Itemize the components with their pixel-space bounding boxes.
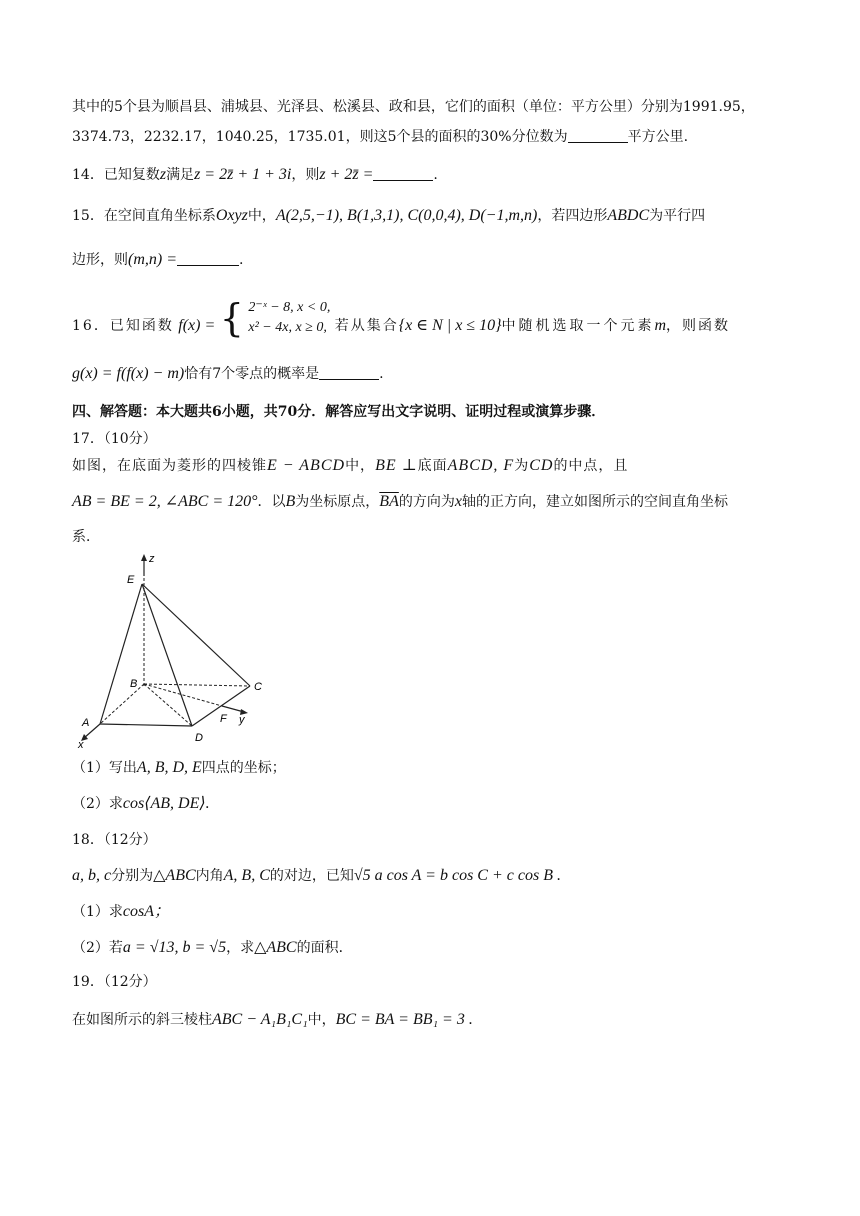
q16-text3: ，则函数 — [666, 318, 731, 334]
q17-p2-text: （2）求 — [72, 796, 123, 812]
q14-equation: z = 2z̄ + 1 + 3i — [194, 166, 292, 183]
question-17-line3 — [72, 527, 792, 547]
q18-p2-text2: ，求 — [226, 940, 255, 956]
question-14: 14．已知复数z满足z = 2z̄ + 1 + 3i，则z + 2z̄ = . — [72, 166, 438, 183]
q17-part2 — [72, 794, 792, 814]
q19-label: 19．（12分） — [72, 974, 157, 990]
case-2: x² − 4x, x ≥ 0, — [248, 320, 327, 335]
q18-p2-text3: 的面积． — [296, 940, 353, 956]
q18-p1-text: （1）求 — [72, 904, 123, 920]
q16-set: {x ∈ N | x ≤ 10} — [398, 317, 502, 334]
q17-text3: 底面 — [417, 458, 448, 474]
q19-text: 在如图所示的斜三棱柱 — [72, 1012, 212, 1028]
q15-text: 中， — [247, 208, 276, 224]
label-e: E — [127, 574, 135, 586]
q18-part1 — [72, 902, 792, 922]
q14-text2: ，则 — [291, 167, 320, 183]
question-16 — [72, 296, 792, 346]
section-title: 四、解答题：本大题共6小题，共70分．解答应写出文字说明、证明过程或演算步骤． — [72, 404, 606, 420]
edge-ea — [100, 584, 142, 724]
question-15-cont: 边形，则(m,n) = . — [72, 251, 244, 268]
q17-abcdf: ABCD, F — [447, 457, 515, 474]
question-17-line1 — [72, 456, 792, 476]
q16-text4: 恰有7个零点的概率是 — [184, 366, 320, 382]
label-b: B — [130, 678, 138, 690]
pyramid-figure — [72, 548, 282, 748]
case-1: 2⁻ˣ − 8, x < 0, — [248, 300, 331, 315]
q18-angles: A, B, C — [223, 867, 270, 884]
q17-text2: 中， — [345, 458, 376, 474]
q13-text-line2 — [72, 127, 792, 147]
q17-points: A, B, D, E — [136, 759, 202, 776]
q18-p2-text: （2）若 — [72, 940, 123, 956]
q17-ba-vector: $\overline{BA}$ — [379, 493, 399, 510]
q18-text2: 内角 — [195, 868, 224, 884]
q15-abdc: ABDC — [607, 207, 650, 224]
q15-text2: ，若四边形 — [537, 208, 608, 224]
q18-text3: 的对边，已知 — [269, 868, 354, 884]
question-17-line2 — [72, 492, 792, 512]
q17-label: 17．（10分） — [72, 431, 157, 447]
question-18-head — [72, 830, 792, 850]
answer-blank[interactable] — [319, 365, 379, 380]
q17-text9: 轴的正方向，建立如图所示的空间直角坐标 — [461, 494, 728, 510]
q17-cos: cos⟨AB, DE⟩. — [122, 795, 210, 812]
q18-cond: a = √13, b = √5 — [122, 939, 227, 956]
q18-label: 18．（12分） — [72, 832, 157, 848]
label-x: x — [78, 739, 84, 748]
q15-mn: (m,n) = — [128, 251, 178, 268]
label-c: C — [254, 681, 262, 693]
q17-cd: CD — [529, 457, 554, 474]
q18-equation: √5 a cos A = b cos C + c cos B . — [353, 867, 561, 884]
q16-label: 16．已知函数 — [72, 318, 174, 334]
edge-bf — [144, 684, 222, 706]
section-header — [72, 402, 792, 422]
label-z: z — [149, 553, 155, 565]
question-15 — [72, 206, 792, 226]
q13-text: 其中的5个县为顺昌县、浦城县、光泽县、松溪县、政和县，它们的面积（单位：平方公里）分别为1991.95， — [72, 99, 755, 115]
q15-oxyz: Oxyz — [215, 207, 248, 224]
q14-z: z — [159, 166, 167, 183]
q15-points: A(2,5,−1), B(1,3,1), C(0,0,4), D(−1,m,n) — [275, 207, 538, 224]
edge-ad — [100, 724, 192, 726]
q16-m: m — [654, 317, 667, 334]
q14-text: 满足 — [166, 167, 195, 183]
question-17-head — [72, 429, 792, 449]
q17-eabcd: E − ABCD — [267, 457, 346, 474]
answer-blank[interactable] — [177, 251, 239, 266]
q18-abc: a, b, c — [72, 867, 112, 884]
q17-text8: 的方向为 — [398, 494, 455, 510]
edge-bc — [144, 684, 250, 686]
q17-x: x — [454, 493, 462, 510]
piecewise: { 2⁻ˣ − 8, x < 0, x² − 4x, x ≥ 0, — [219, 296, 331, 340]
q18-triangle: △ABC — [153, 867, 196, 884]
answer-blank[interactable] — [373, 166, 433, 181]
q18-cosa: cosA； — [122, 903, 171, 920]
question-18-line1 — [72, 866, 792, 886]
q16-fx: f(x) = — [178, 317, 216, 334]
edge-ec — [142, 584, 250, 686]
q15-text3: 为平行四 — [649, 208, 706, 224]
q17-text7: 为坐标原点， — [295, 494, 380, 510]
q17-b: B — [285, 493, 296, 510]
label-y: y — [239, 714, 245, 726]
q17-be: BE ⊥ — [375, 457, 418, 474]
unit-text: 平方公里. — [627, 129, 689, 145]
question-16-cont: g(x) = f(f(x) − m)恰有7个零点的概率是 . — [72, 365, 384, 382]
q14-label: 14．已知复数 — [72, 167, 160, 183]
q17-p1-text: （1）写出 — [72, 760, 137, 776]
question-19-head — [72, 972, 792, 992]
q16-text: 若从集合 — [334, 318, 399, 334]
q17-ab: AB = BE = 2, ∠ABC = 120° — [72, 493, 258, 510]
answer-blank[interactable] — [568, 128, 628, 143]
q18-text: 分别为 — [111, 868, 154, 884]
q16-text2: 中随机选取一个元素 — [501, 318, 655, 334]
question-19-line1 — [72, 1010, 792, 1030]
q17-part1 — [72, 758, 792, 778]
q17-text10: 系． — [72, 529, 100, 545]
q17-text5: 的中点，且 — [553, 458, 629, 474]
q13-text-cont: 3374.73，2232.17，1040.25，1735.01，则这5个县的面积的30%分位数为 — [72, 129, 568, 145]
q17-text4: 为 — [514, 458, 530, 474]
pyramid-diagram — [72, 548, 282, 748]
q19-text2: 中， — [307, 1012, 336, 1028]
label-a: A — [82, 717, 90, 729]
q15-label: 15．在空间直角坐标系 — [72, 208, 216, 224]
q17-text: 如图，在底面为菱形的四棱锥 — [72, 458, 267, 474]
q17-text6: ．以 — [257, 494, 286, 510]
q13-text-line1 — [72, 97, 792, 117]
q15-text4: 边形，则 — [72, 252, 128, 268]
q16-gx: g(x) = f(f(x) − m) — [72, 365, 185, 382]
q14-ask: z + 2z̄ = — [319, 166, 374, 183]
label-d: D — [195, 732, 203, 744]
q19-prism: ABC − A₁B₁C₁ — [212, 1011, 308, 1028]
q18-triangle2: △ABC — [254, 939, 297, 956]
q19-equation: BC = BA = BB₁ = 3 . — [335, 1011, 473, 1028]
label-f: F — [220, 713, 227, 725]
q17-p1-text2: 四点的坐标； — [201, 760, 286, 776]
q18-part2 — [72, 938, 792, 958]
